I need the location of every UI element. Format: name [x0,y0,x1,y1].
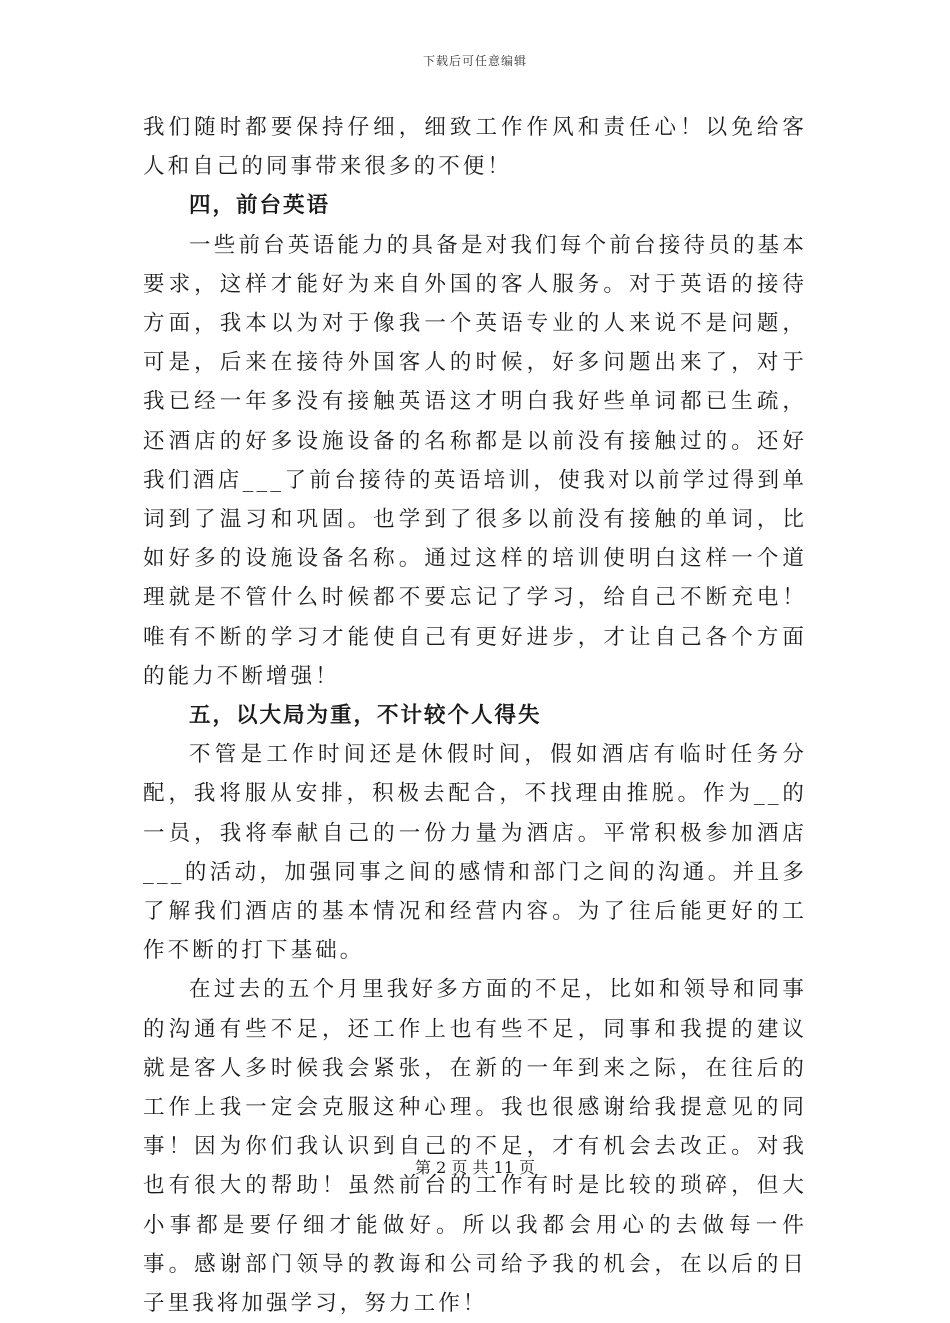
paragraph-reflection: 在过去的五个月里我好多方面的不足，比如和领导和同事的沟通有些不足，还工作上也有些不足，同事和我提的建议就是客人多时候我会紧张，在新的一年到来之际，在往后的工作上我一定会克服这种心理。我也很感谢给我提意见的同事！因为你们我认识到自己的不足，才有机会去改正。对我也有很大的帮助！虽然前台的工作有时是比较的琐碎，但大小事都是要仔细才能做好。所以我都会用心的去做每一件事。感谢部门领导的教诲和公司给予我的机会，在以后的日子里我将加强学习，努力工作！ [143,977,807,1317]
paragraph-front-desk-english: 一些前台英语能力的具备是对我们每个前台接待员的基本要求，这样才能好为来自外国的客人服务。对于英语的接待方面，我本以为对于像我一个英语专业的人来说不是问题，可是，后来在接待外国客人的时候，好多问题出来了，对于我已经一年多没有接触英语这才明白我好些单词都已生疏，还酒店的好多设施设备的名称都是以前没有接触过的。还好我们酒店___了前台接待的英语培训，使我对以前学过得到单词到了温习和巩固。也学到了很多以前没有接触的单词，比如好多的设施设备名称。通过这样的培训使明白这样一个道理就是不管什么时候都不要忘记了学习，给自己不断充电！唯有不断的学习才能使自己有更好进步，才让自己各个方面的能力不断增强！ [143,232,807,689]
paragraph-continuation: 我们随时都要保持仔细，细致工作作风和责任心！以免给客人和自己的同事带来很多的不便！ [143,115,807,180]
section-heading-4: 四，前台英语 [189,193,331,219]
section-heading-5: 五，以大局为重，不计较个人得失 [189,703,542,729]
paragraph-teamwork: 不管是工作时间还是休假时间，假如酒店有临时任务分配，我将服从安排，积极去配合，不找理由推脱。作为__的一员，我将奉献自己的一份力量为酒店。平常积极参加酒店___的活动，加强同事之间的感情和部门之间的沟通。并且多了解我们酒店的基本情况和经营内容。为了往后能更好的工作不断的打下基础。 [143,742,807,964]
page-number: 第 2 页 共 11 页 [415,1158,535,1177]
page-header-note: 下载后可任意编辑 [422,54,527,68]
document-body [143,108,807,1323]
